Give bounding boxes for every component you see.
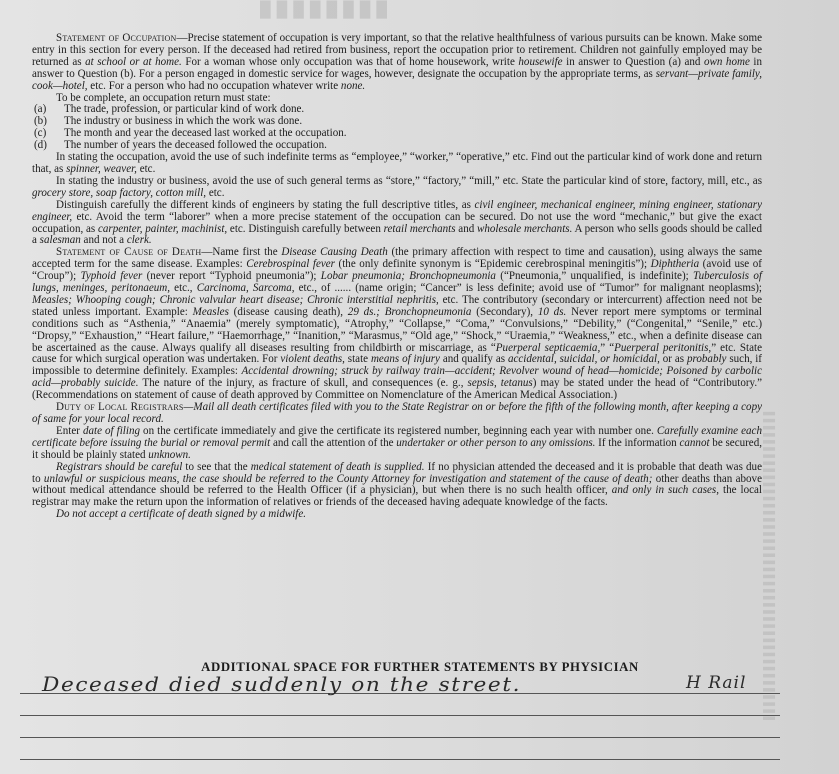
- additional-space-heading: ADDITIONAL SPACE FOR FURTHER STATEMENTS BY PHYSICIAN: [201, 660, 639, 674]
- occupation-paragraph: In stating the occupation, avoid the use of such indefinite terms as “employee,” “worker,” “operative,” etc. Find out the particular kind of work done and return that, as spinner, weaver, etc.: [32, 151, 762, 175]
- occupation-paragraph: Distinguish carefully the different kinds of engineers by stating the full descriptive titles, as civil engineer, mechanical engineer, mining engineer, stationary engineer, etc. Avoid the term “laborer” when a more precise statement of the occupation can be secured. Do not use the word “mechanic,” but give the exact occupation, as carpenter, painter, machinist, etc. Distinguish carefully between retail merchants and wholesale merchants. A person who sells goods should be called a salesman and not a clerk.: [32, 198, 762, 247]
- ruled-line: [20, 737, 780, 738]
- physician-signature: H Rail: [686, 673, 747, 693]
- bleed-through-text: ▌▌▌▌▌▌▌▌▌▌▌▌▌▌▌▌▌▌▌▌▌▌▌▌▌▌▌▌▌▌▌▌▌▌▌▌▌▌▌▌▌▌▌▌: [764, 408, 775, 720]
- occupation-paragraph: Statement of Occupation—Precise statement of occupation is very important, so that the relative healthfulness of various pursuits can be known. Make some entry in this section for every person. If the deceased had retired from business, report the occupation prior to retirement. Children not gainfully employed may be returned as at school or at home. For a woman whose only occupation was that of home housework, write housewife in answer to Question (a) and own home in answer to Question (b). For a person engaged in domestic service for wages, however, designate the occupation by the appropriate terms, as servant—private family, cook—hotel, etc. For a person who had no occupation whatever write none.: [32, 32, 762, 92]
- registrars-paragraph: Registrars should be careful to see that the medical statement of death is supplied. If no physician attended the deceased and it is probable that death was due to unlawful or suspicious means, the case should be referred to the County Attorney for investigation and statement of the cause of death; other deaths than above without medical attendance should be referred to the Health Officer (if a physician), but when there is no such health officer, and only in such cases, the local registrar may make the return upon the information of relatives or friends of the deceased having adequate knowledge of the facts.: [32, 460, 762, 509]
- occupation-heading: Statement of Occupation: [56, 32, 177, 44]
- registrars-paragraph: Duty of Local Registrars—Mail all death certificates filed with you to the State Registrar on or before the fifth of the following month, after keeping a copy of same for your local record.: [32, 401, 763, 425]
- list-item: (b) The industry or business in which the work was done.: [34, 115, 303, 128]
- registrars-heading: Duty of Local Registrars: [56, 401, 184, 414]
- handwritten-statement: Deceased died suddenly on the street.: [42, 672, 522, 696]
- ruled-line: [20, 715, 780, 716]
- registrars-paragraph: Enter date of filing on the certificate immediately and give the certificate its registered number, beginning each year with number one. Carefully examine each certificate before issuing the burial or removal permit and call the attention of the undertaker or other person to any omissions. If the information cannot be secured, it should be plainly stated unknown.: [32, 424, 762, 461]
- list-item: (c) The month and year the deceased last worked at the occupation.: [34, 127, 347, 140]
- occupation-paragraph: In stating the industry or business, avoid the use of such general terms as “store,” “factory,” “mill,” etc. State the particular kind of store, factory, mill, etc., as grocery store, soap factory, cotton mill, etc.: [32, 174, 762, 199]
- occupation-must-state: To be complete, an occupation return must state:: [56, 91, 271, 104]
- midwife-notice: Do not accept a certificate of death signed by a midwife.: [56, 508, 307, 521]
- occupation-requirements-list: [34, 104, 762, 152]
- cause-of-death-heading: Statement of Cause of Death: [56, 246, 202, 259]
- instructions-text: [32, 33, 762, 521]
- bleed-through-text: ████████: [260, 1, 394, 17]
- list-item: (d) The number of years the deceased followed the occupation.: [34, 139, 327, 152]
- cause-of-death-paragraph: Statement of Cause of Death—Name first the Disease Causing Death (the primary affection with respect to time and causation), using always the same accepted term for the same disease. Examples: Cerebrospinal fever (the only definite synonym is “Epidemic cerebrospinal meningitis”); Diphtheria (avoid use of “Croup”); Typhoid fever (never report “Typhoid pneumonia”); Lobar pneumonia; Bronchopneumonia (“Pneumonia,” unqualified, is indefinite); Tuberculosis of lungs, meninges, peritonaeum, etc., Carcinoma, Sarcoma, etc., of ...... (name origin; “Cancer” is less definite; avoid use of “Tumor” for malignant neoplasms); Measles; Whooping cough; Chronic valvular heart disease; Chronic interstitial nephritis, etc. The contributory (secondary or intercurrent) affection need not be stated unless important. Example: Measles (disease causing death), 29 ds.; Bronchopneumonia (Secondary), 10 ds. Never report mere symptoms or terminal conditions such as “Asthenia,” “Anaemia” (merely symptomatic), “Atrophy,” “Collapse,” “Coma,” “Convulsions,” “Debility,” (“Congenital,” “Senile,” etc.) “Dropsy,” “Exhaustion,” “Heart failure,” “Haemorrhage,” “Inanition,” “Marasmus,” “Old age,” “Shock,” “Uraemia,” “Weakness,” etc., when a definite disease can be ascertained as the cause. Always qualify all diseases resulting from childbirth or miscarriage, as “Puerperal septicaemia,” “Puerperal peritonitis,” etc. State cause for which surgical operation was undertaken. For violent deaths, state means of injury and qualify as accidental, suicidal, or homicidal, or as probably such, if impossible to determine definitely. Examples: Accidental drowning; struck by railway train—accident; Revolver wound of head—homicide; Poisoned by carbolic acid—probably suicide. The nature of the injury, as fracture of skull, and consequences (e. g., sepsis, tetanus) may be stated under the head of “Contributory.” (Recommendations on statement of cause of death approved by Committee on Nomenclature of the American Medical Association.): [32, 246, 763, 402]
- ruled-line: [20, 759, 780, 760]
- list-item: (a) The trade, profession, or particular kind of work done.: [34, 103, 305, 116]
